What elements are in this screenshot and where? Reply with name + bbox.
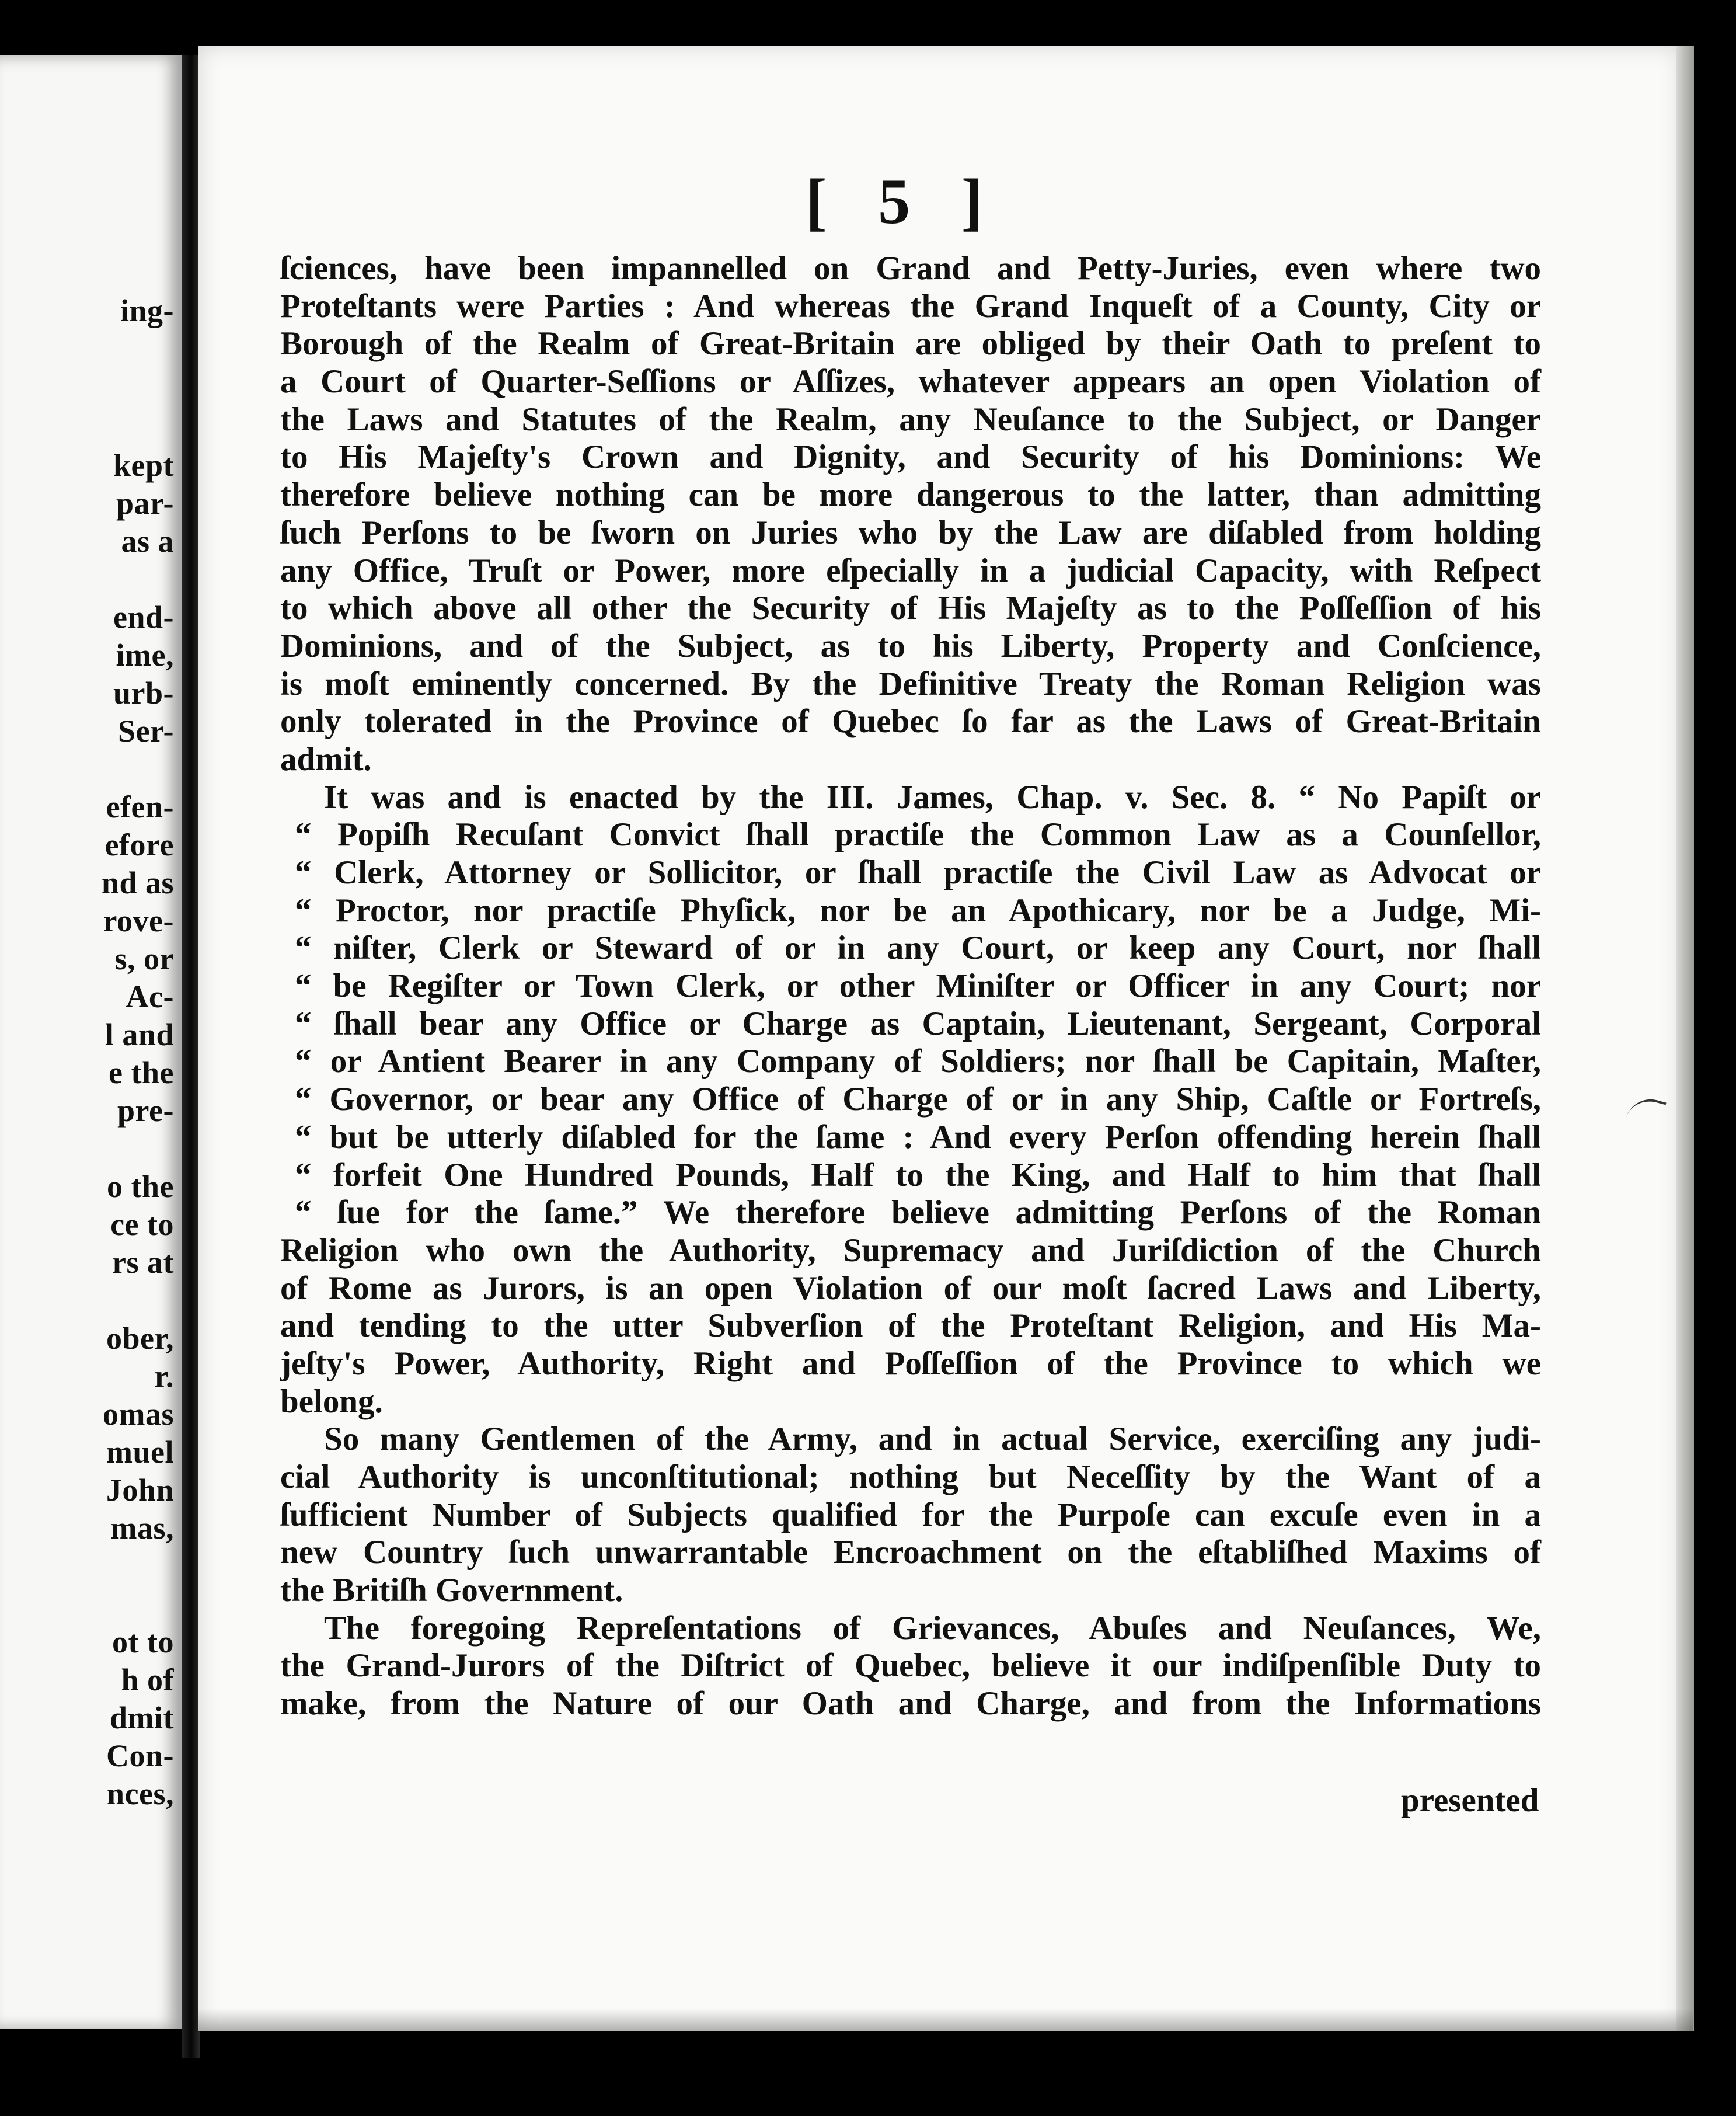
text-line: “ niſter, Clerk or Steward of or in any Court, or keep any Court, nor ſhall	[295, 930, 1541, 967]
text-line: The foregoing Repreſentations of Grievances, Abuſes and Neuſances, We,	[324, 1609, 1541, 1647]
text-line: a Court of Quarter-Seſſions or Aſſizes, whatever appears an open Violation of	[280, 363, 1541, 401]
left-page-text-fragment: Ac-	[126, 979, 174, 1014]
left-page-text-fragment: omas	[103, 1397, 174, 1432]
catchword: presented	[1401, 1782, 1539, 1819]
left-page-text-fragment: e the	[109, 1055, 174, 1090]
left-page-text-fragment: r.	[154, 1359, 174, 1394]
left-page-text-fragment: efore	[104, 827, 174, 862]
left-page-text-fragment: urb-	[113, 676, 174, 711]
text-line: cial Authority is unconſtitutional; nothing but Neceſſity by the Want of a	[280, 1459, 1541, 1495]
text-line: So many Gentlemen of the Army, and in actual Service, exerciſing any judi-	[324, 1421, 1541, 1458]
text-line: and tending to the utter Subverſion of the Proteſtant Religion, and His Ma-	[280, 1307, 1541, 1345]
text-line: jeſty's Power, Authority, Right and Poſſeſſion of the Province to which we	[280, 1345, 1541, 1382]
left-page-text-fragment: rs at	[112, 1245, 174, 1280]
left-page-text-fragment: ime,	[116, 638, 174, 673]
body-text	[280, 250, 1541, 1723]
left-page-text-fragment: ing-	[120, 293, 174, 328]
text-line: any Office, Truſt or Power, more eſpecially in a judicial Capacity, with Reſpect	[280, 552, 1541, 589]
text-line: the Britiſh Government.	[280, 1572, 623, 1609]
text-line: the Laws and Statutes of the Realm, any Neuſance to the Subject, or Danger	[280, 401, 1541, 438]
text-line: Dominions, and of the Subject, as to his Liberty, Property and Conſcience,	[280, 627, 1541, 664]
text-line: ſuch Perſons to be ſworn on Juries who by the Law are diſabled from holding	[280, 514, 1541, 551]
text-line: admit.	[280, 740, 372, 778]
text-line: is moſt eminently concerned. By the Definitive Treaty the Roman Religion was	[280, 665, 1541, 702]
left-page-text-fragment: efen-	[106, 789, 174, 824]
text-line: the Grand-Jurors of the Diſtrict of Quebec, believe it our indiſpenſible Duty to	[280, 1647, 1541, 1685]
left-page-text-fragment: par-	[116, 486, 174, 521]
left-page-text-fragment: rove-	[103, 903, 174, 938]
text-line: “ forfeit One Hundred Pounds, Half to the King, and Half to him that ſhall	[295, 1156, 1541, 1193]
text-line: “ ſue for the ſame.” We therefore believe admitting Perſons of the Roman	[295, 1194, 1541, 1231]
text-line: ſciences, have been impannelled on Grand and Petty-Juries, even where two	[280, 250, 1541, 287]
left-page-text-fragment: Ser-	[118, 714, 174, 749]
text-line: “ or Antient Bearer in any Company of Soldiers; nor ſhall be Capitain, Maſter,	[295, 1043, 1541, 1080]
text-line: “ be Regiſter or Town Clerk, or other Miniſter or Officer in any Court; nor	[295, 967, 1541, 1005]
left-page-text-fragment: ot to	[112, 1624, 174, 1659]
text-line: of Rome as Jurors, is an open Violation of our moſt ſacred Laws and Liberty,	[280, 1269, 1541, 1307]
text-line: “ Proctor, nor practiſe Phyſick, nor be an Apothicary, nor be a Judge, Mi-	[295, 892, 1541, 929]
text-line: “ but be utterly diſabled for the ſame : And every Perſon offending herein ſhall	[295, 1118, 1541, 1156]
text-line: “ Clerk, Attorney or Sollicitor, or ſhall practiſe the Civil Law as Advocat or	[295, 854, 1541, 891]
left-page-text-fragment: end-	[113, 600, 174, 635]
left-page-text-fragment: as a	[121, 524, 174, 559]
left-page-text-fragment: Con-	[106, 1738, 174, 1773]
left-page-text-fragment: ober,	[106, 1321, 174, 1356]
left-page-text-fragment: pre-	[117, 1093, 174, 1128]
page-edge	[1676, 46, 1694, 2031]
text-line: Religion who own the Authority, Supremacy and Juriſdiction of the Church	[280, 1231, 1541, 1269]
left-page-text-fragment: mas,	[110, 1511, 174, 1546]
left-page-text-fragment: o the	[107, 1169, 174, 1204]
left-page-text-fragment: l and	[104, 1017, 174, 1052]
left-page-text-fragment: dmit	[110, 1700, 174, 1735]
text-line: to His Majeſty's Crown and Dignity, and Security of his Dominions: We	[280, 438, 1541, 476]
text-line: new Country ſuch unwarrantable Encroachment on the eſtabliſhed Maxims of	[280, 1534, 1541, 1571]
text-line: “ ſhall bear any Office or Charge as Captain, Lieutenant, Sergeant, Corporal	[295, 1005, 1541, 1042]
text-line: therefore believe nothing can be more dangerous to the latter, than admitting	[280, 476, 1541, 514]
left-page-text-fragment: s, or	[114, 941, 174, 976]
book-gutter	[182, 55, 200, 2058]
text-line: only tolerated in the Province of Quebec ſo far as the Laws of Great-Britain	[280, 703, 1541, 740]
text-line: to which above all other the Security of His Majeſty as to the Poſſeſſion of his	[280, 590, 1541, 627]
left-page-fragment	[0, 55, 182, 2029]
text-line: Borough of the Realm of Great-Britain are obliged by their Oath to preſent to	[280, 325, 1541, 363]
left-page-text-fragment: nces,	[107, 1776, 174, 1811]
left-page-text-fragment: nd as	[101, 865, 174, 900]
text-line: “ Popiſh Recuſant Convict ſhall practiſe the Common Law as a Counſellor,	[295, 816, 1541, 854]
left-page-text-fragment: h of	[121, 1662, 174, 1697]
left-page-text-fragment: muel	[106, 1435, 174, 1470]
text-line: “ Governor, or bear any Office of Charge of or in any Ship, Caſtle or Fortreſs,	[295, 1081, 1541, 1118]
left-page-text-fragment: ce to	[110, 1207, 174, 1242]
text-line: Proteſtants were Parties : And whereas the Grand Inqueſt of a County, City or	[280, 287, 1541, 325]
text-line: ſufficient Number of Subjects qualified for the Purpoſe can excuſe even in a	[280, 1496, 1541, 1533]
left-page-text-fragment: kept	[113, 448, 174, 483]
text-line: make, from the Nature of our Oath and Charge, and from the Informations	[280, 1685, 1541, 1722]
text-line: belong.	[280, 1383, 383, 1420]
page-bottom-shadow	[198, 2009, 1693, 2032]
left-page-text-fragment: John	[106, 1473, 174, 1508]
page-number: [ 5 ]	[806, 166, 1001, 237]
text-line: It was and is enacted by the III. James, Chap. v. Sec. 8. “ No Papiſt or	[324, 778, 1541, 816]
